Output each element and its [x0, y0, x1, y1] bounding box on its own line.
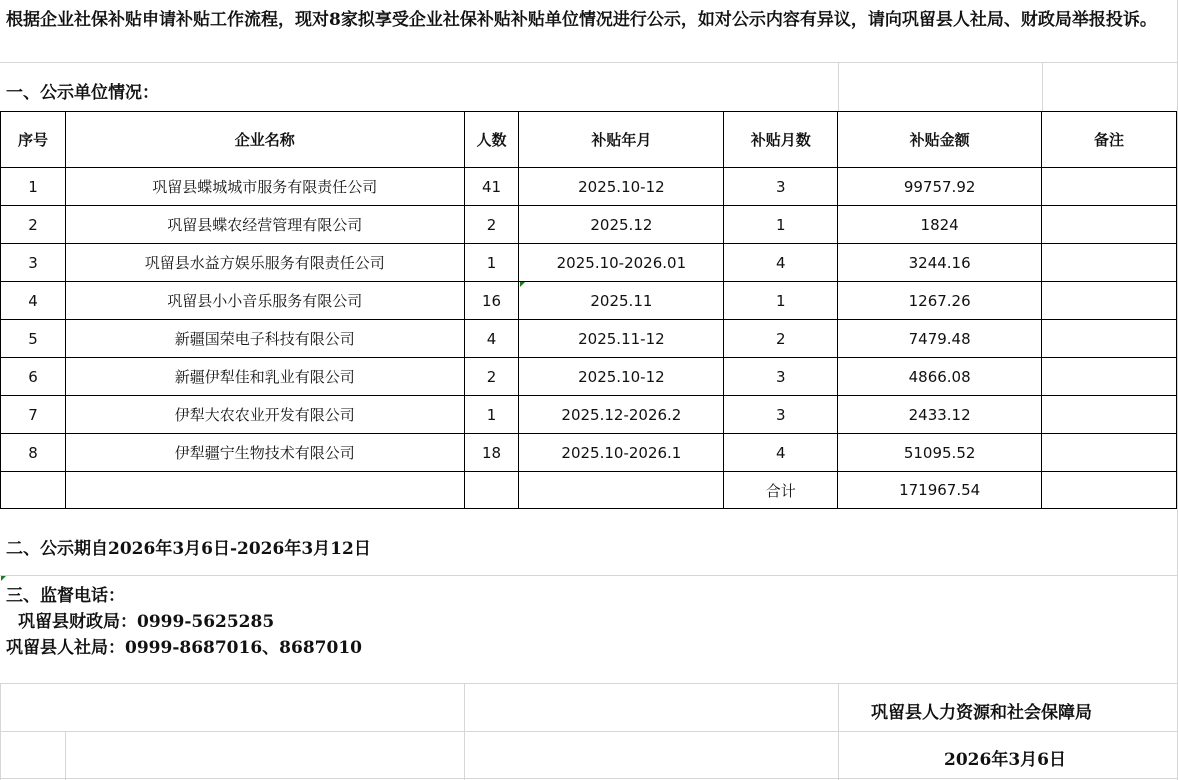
cell-amount: 7479.48	[838, 320, 1042, 358]
grid-line	[65, 731, 66, 780]
cell-people: 41	[464, 168, 519, 206]
cell-index: 1	[1, 168, 66, 206]
table-row	[1, 282, 1177, 320]
cell-remark	[1042, 244, 1177, 282]
cell-amount: 99757.92	[838, 168, 1042, 206]
table-row	[1, 206, 1177, 244]
cell-empty	[1, 472, 66, 509]
cell-months: 2	[724, 320, 838, 358]
total-label: 合计	[724, 472, 838, 509]
grid-line	[0, 683, 1, 780]
cell-period: 2025.12-2026.2	[519, 396, 724, 434]
cell-people: 4	[464, 320, 519, 358]
header-index: 序号	[1, 112, 66, 168]
section-3-title: 三、监督电话：	[6, 586, 125, 606]
signature-org: 巩留县人力资源和社会保障局	[871, 703, 1092, 723]
cell-comment-marker	[520, 282, 525, 287]
cell-months: 1	[724, 282, 838, 320]
table-header-row	[1, 112, 1177, 168]
cell-company: 巩留县小小音乐服务有限公司	[65, 282, 464, 320]
table-row	[1, 358, 1177, 396]
cell-remark	[1042, 168, 1177, 206]
table-row	[1, 244, 1177, 282]
grid-line	[0, 778, 1178, 779]
total-row	[1, 472, 1177, 509]
cell-remark	[1042, 282, 1177, 320]
cell-empty	[464, 472, 519, 509]
header-period: 补贴年月	[519, 112, 724, 168]
cell-company: 新疆国荣电子科技有限公司	[65, 320, 464, 358]
cell-months: 3	[724, 396, 838, 434]
cell-index: 2	[1, 206, 66, 244]
grid-line	[0, 731, 1178, 732]
cell-empty	[65, 472, 464, 509]
cell-months: 1	[724, 206, 838, 244]
grid-line	[0, 575, 1178, 576]
cell-months: 4	[724, 434, 838, 472]
cell-company: 伊犁大农农业开发有限公司	[65, 396, 464, 434]
grid-line	[838, 62, 839, 111]
cell-people: 2	[464, 206, 519, 244]
cell-empty	[519, 472, 724, 509]
finance-bureau-phone: 巩留县财政局：0999-5625285	[18, 612, 275, 632]
cell-index: 8	[1, 434, 66, 472]
cell-amount: 2433.12	[838, 396, 1042, 434]
cell-period: 2025.12	[519, 206, 724, 244]
grid-line	[464, 683, 465, 780]
cell-company: 巩留县蝶农经营管理有限公司	[65, 206, 464, 244]
table-row	[1, 320, 1177, 358]
cell-company: 伊犁疆宁生物技术有限公司	[65, 434, 464, 472]
total-value: 171967.54	[838, 472, 1042, 509]
grid-line	[1042, 62, 1043, 111]
cell-amount: 1824	[838, 206, 1042, 244]
cell-index: 4	[1, 282, 66, 320]
cell-amount: 51095.52	[838, 434, 1042, 472]
cell-people: 2	[464, 358, 519, 396]
cell-index: 7	[1, 396, 66, 434]
cell-company: 新疆伊犁佳和乳业有限公司	[65, 358, 464, 396]
cell-index: 5	[1, 320, 66, 358]
cell-months: 3	[724, 168, 838, 206]
cell-period: 2025.11-12	[519, 320, 724, 358]
header-amount: 补贴金额	[838, 112, 1042, 168]
cell-period: 2025.11	[519, 282, 724, 320]
cell-period: 2025.10-2026.01	[519, 244, 724, 282]
table-row	[1, 396, 1177, 434]
cell-months: 3	[724, 358, 838, 396]
table-row	[1, 168, 1177, 206]
cell-people: 16	[464, 282, 519, 320]
cell-index: 3	[1, 244, 66, 282]
cell-remark	[1042, 396, 1177, 434]
cell-remark	[1042, 320, 1177, 358]
cell-empty	[1042, 472, 1177, 509]
cell-period: 2025.10-12	[519, 358, 724, 396]
cell-people: 18	[464, 434, 519, 472]
header-remark: 备注	[1042, 112, 1177, 168]
cell-remark	[1042, 434, 1177, 472]
section-1-title: 一、公示单位情况：	[6, 83, 159, 103]
header-company: 企业名称	[65, 112, 464, 168]
subsidy-table	[0, 111, 1177, 509]
cell-company: 巩留县水益方娱乐服务有限责任公司	[65, 244, 464, 282]
cell-company: 巩留县蝶城城市服务有限责任公司	[65, 168, 464, 206]
cell-people: 1	[464, 244, 519, 282]
grid-line	[838, 683, 839, 780]
grid-line	[0, 683, 1178, 684]
header-people: 人数	[464, 112, 519, 168]
notice-intro: 根据企业社保补贴申请补贴工作流程，现对8家拟享受企业社保补贴补贴单位情况进行公示，如对公示内容有异议，请向巩留县人社局、财政局举报投诉。	[6, 10, 1157, 30]
grid-line	[0, 62, 1178, 63]
cell-remark	[1042, 358, 1177, 396]
cell-amount: 3244.16	[838, 244, 1042, 282]
signature-date: 2026年3月6日	[944, 750, 1066, 770]
section-2-period: 二、公示期自2026年3月6日-2026年3月12日	[6, 539, 371, 559]
table-row	[1, 434, 1177, 472]
hr-bureau-phone: 巩留县人社局：0999-8687016、8687010	[6, 638, 362, 658]
cell-period: 2025.10-12	[519, 168, 724, 206]
cell-months: 4	[724, 244, 838, 282]
cell-period: 2025.10-2026.1	[519, 434, 724, 472]
cell-remark	[1042, 206, 1177, 244]
cell-amount: 4866.08	[838, 358, 1042, 396]
cell-index: 6	[1, 358, 66, 396]
header-months: 补贴月数	[724, 112, 838, 168]
cell-amount: 1267.26	[838, 282, 1042, 320]
cell-people: 1	[464, 396, 519, 434]
